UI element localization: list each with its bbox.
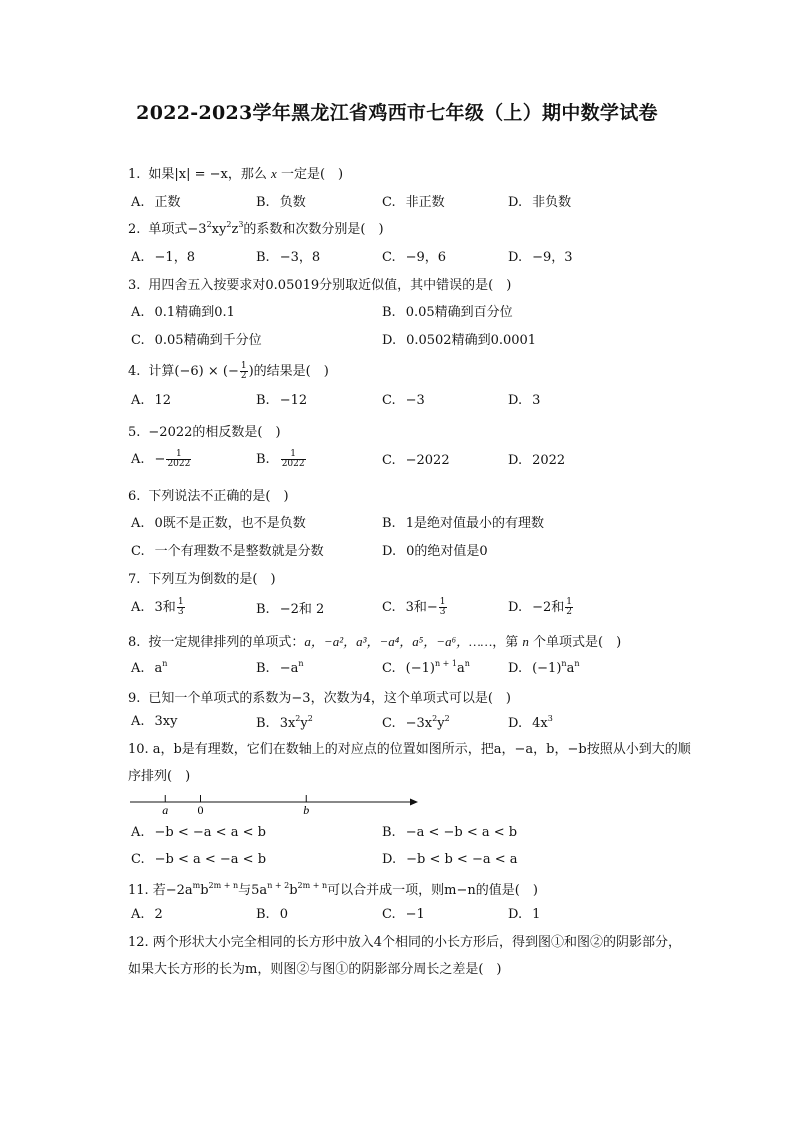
question-3: 3. 用四舍五入按要求对0.05019分别取近似值，其中错误的是( ) [128,278,512,293]
fraction: $\frac{1}{2}$ [240,361,247,381]
option-b: B. $\frac{1}{2022}$ [256,449,305,469]
option-c: C. −9，6 [382,250,447,265]
option-a: A. −1，8 [131,250,195,265]
question-2: 2. 单项式$-3^2xy^2z^3$的系数和次数分别是( ) [128,220,384,237]
option-d: D. $4x^3$ [508,714,553,731]
option-b: B. −3，8 [256,250,321,265]
option-a: A. 3xy [131,714,178,729]
option-d: D. 1 [508,907,541,922]
option-c: C. 3和− $\frac{1}{3}$ [382,597,446,617]
option-d: D. −b < b < −a < a [382,852,518,867]
option-c: C. 非正数 [382,195,445,210]
question-4: 4. 计算(−6) × (− $\frac{1}{2}$ )的结果是( ) [128,361,329,381]
option-a: A. 0.1精确到0.1 [131,305,235,320]
number-line [128,790,428,820]
page-title: 2022-2023学年黑龙江省鸡西市七年级（上）期中数学试卷 [136,102,658,124]
question-6: 6. 下列说法不正确的是( ) [128,489,289,504]
option-c: C. 0.05精确到千分位 [131,333,262,348]
label-a: a [162,803,169,817]
question-5: 5. −2022的相反数是( ) [128,425,281,440]
option-a: A. $a^n$ [131,659,168,676]
option-a: A. 3和 $\frac{1}{3}$ [131,597,184,617]
option-b: B. 0.05精确到百分位 [382,305,513,320]
option-b: B. −2和 2 [256,602,325,617]
option-d: D. −2和 $\frac{1}{2}$ [508,597,572,617]
question-12: 12. 两个形状大小完全相同的长方形中放入4个相同的小长方形后，得到图①和图②的阴影部分，如果大长方形的长为m，则图②与图①的阴影部分周长之差是( ) [128,935,681,977]
question-9: 9. 已知一个单项式的系数为−3，次数为4，这个单项式可以是( ) [128,691,511,706]
option-d: D. 0.0502精确到0.0001 [382,333,537,348]
question-7: 7. 下列互为倒数的是( ) [128,572,276,587]
option-c: C. −3 [382,393,425,408]
option-d: D. 3 [508,393,541,408]
option-b: B. 1是绝对值最小的有理数 [382,516,544,531]
option-b: B. $3x^2y^2$ [256,714,313,731]
option-b: B. $-a^n$ [256,659,304,676]
label-zero: 0 [197,803,204,817]
option-d: D. −9，3 [508,250,573,265]
option-b: B. −12 [256,393,308,408]
option-b: B. 0 [256,907,288,922]
option-c: C. −2022 [382,453,450,468]
option-d: D. $(-1)^na^n$ [508,659,580,676]
option-c: C. 一个有理数不是整数就是分数 [131,544,324,559]
option-d: D. 0的绝对值是0 [382,544,488,559]
option-c: C. $(-1)^{n + 1}a^n$ [382,659,470,676]
option-c: C. −b < a < −a < b [131,852,267,867]
axis-arrow [410,799,418,806]
option-c: C. −1 [382,907,425,922]
option-a: A. 2 [131,907,163,922]
label-b: b [303,803,310,817]
option-d: D. 2022 [508,453,566,468]
option-b: B. −a < −b < a < b [382,825,518,840]
option-a: A. 正数 [131,195,181,210]
option-d: D. 非负数 [508,195,572,210]
option-b: B. 负数 [256,195,306,210]
option-c: C. $-3x^2y^2$ [382,714,450,731]
option-a: A. −b < −a < a < b [131,825,266,840]
option-a: A. − $\frac{1}{2022}$ [131,449,191,469]
option-a: A. 0既不是正数，也不是负数 [131,516,306,531]
question-10: 10. a，b是有理数，它们在数轴上的对应点的位置如图所示，把a，−a，b，−b按照从小到大的顺序排列( ) [128,742,691,784]
question-1: 1. 如果|x| = −x，那么 x 一定是( ) [128,166,344,182]
question-8: 8. 按一定规律排列的单项式：a，−a²，a³，−a⁴，a⁵，−a⁶，……，第 n 个单项式是( ) [128,634,622,650]
option-a: A. 12 [131,393,172,408]
question-11: 11. 若$-2a^mb^{2m + n}$与$5a^{n + 2}b^{2m + n}$可以合并成一项，则m−n的值是( ) [128,881,538,898]
